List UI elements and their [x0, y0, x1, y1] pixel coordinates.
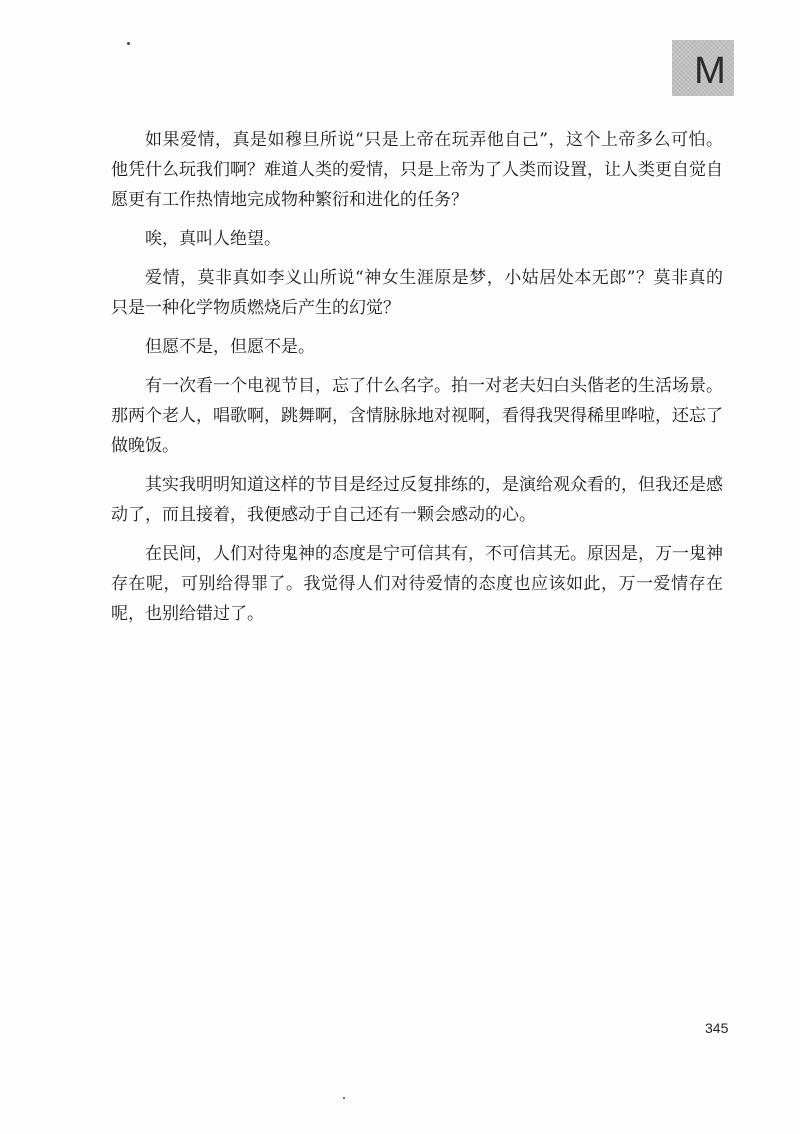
- page-number: 345: [705, 1020, 729, 1036]
- paragraph: 在民间，人们对待鬼神的态度是宁可信其有，不可信其无。原因是，万一鬼神存在呢，可别给得罪了。我觉得人们对待爱情的态度也应该如此，万一爱情存在呢，也别给错过了。: [111, 544, 723, 624]
- paragraph: 如果爱情，真是如穆旦所说“只是上帝在玩弄他自己”，这个上帝多么可怕。他凭什么玩我们啊？难道人类的爱情，只是上帝为了人类而设置，让人类更自觉自愿更有工作热情地完成物种繁衍和进化的任务？: [111, 130, 723, 210]
- section-index-tab: [672, 40, 734, 96]
- section-letter: M: [694, 49, 726, 92]
- body-text: [111, 125, 723, 638]
- paragraph: 其实我明明知道这样的节目是经过反复排练的，是演给观众看的，但我还是感动了，而且接着，我便感动于自己还有一颗会感动的心。: [111, 475, 723, 525]
- paragraph: 爱情，莫非真如李义山所说“神女生涯原是梦，小姑居处本无郎”？莫非真的只是一种化学物质燃烧后产生的幻觉？: [111, 268, 723, 318]
- scan-speck: [127, 42, 130, 45]
- paragraph: 有一次看一个电视节目，忘了什么名字。拍一对老夫妇白头偕老的生活场景。那两个老人，唱歌啊，跳舞啊，含情脉脉地对视啊，看得我哭得稀里哗啦，还忘了做晚饭。: [111, 376, 723, 456]
- scan-speck: [343, 1097, 345, 1099]
- paragraph: 唉，真叫人绝望。: [145, 229, 281, 249]
- paragraph: 但愿不是，但愿不是。: [145, 337, 315, 357]
